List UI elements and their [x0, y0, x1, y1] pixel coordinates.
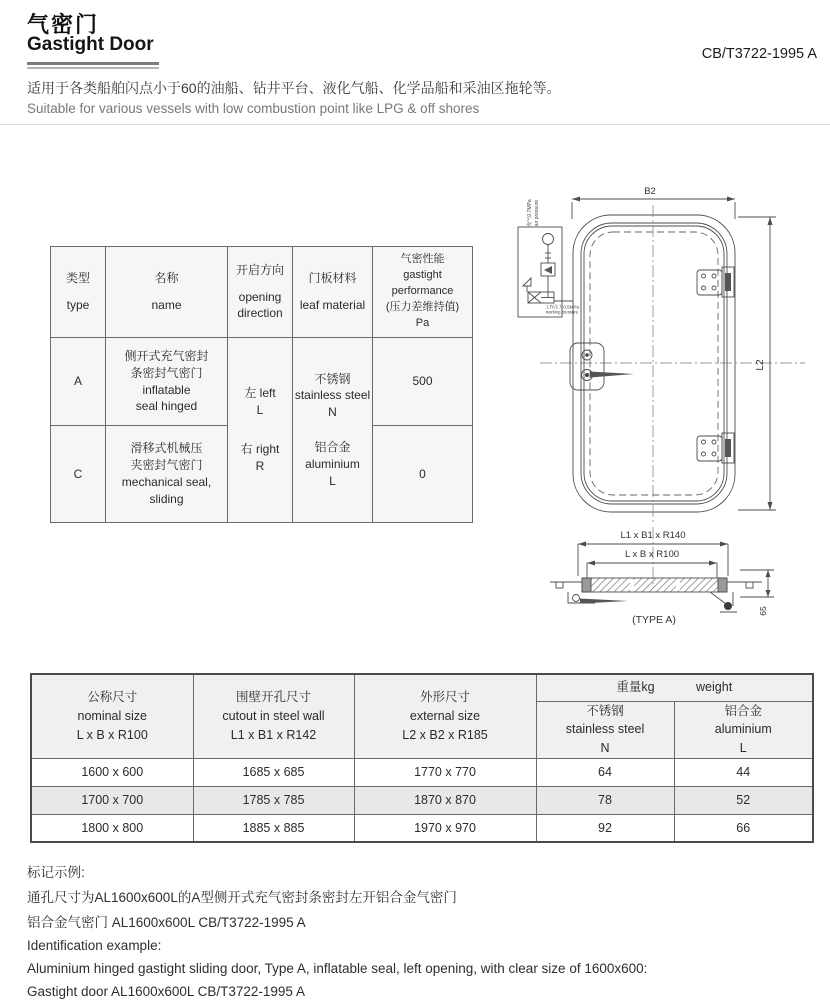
dims-header-weight: [536, 674, 813, 701]
table-row: [31, 786, 813, 814]
header-material-en: leaf material: [299, 298, 366, 312]
dim-l2-label: L2: [755, 359, 766, 371]
handle-icon: [570, 343, 634, 390]
header-direction-en1: opening: [238, 289, 282, 304]
performance-a-cell: [373, 338, 473, 426]
title-underline: [27, 62, 159, 65]
external-en: external size: [409, 709, 481, 723]
type-a-cell: [51, 338, 106, 426]
nominal-zh: 公称尺寸: [87, 690, 138, 705]
hinge-top-icon: [697, 267, 734, 297]
spec-header-row: [51, 247, 473, 338]
example-line2-zh: 铝合金气密门 AL1600x600L CB/T3722-1995 A: [27, 915, 306, 930]
header-perf-en1: gastight: [403, 269, 442, 282]
description-en: Suitable for various vessels with low combustion point like LPG & off shores: [27, 101, 480, 116]
header-name-en: name: [151, 298, 182, 312]
standard-code: CB/T3722-1995 A: [701, 46, 817, 62]
performance-a-value: 500: [412, 374, 433, 389]
dimension-l2: [738, 217, 776, 510]
cutout-formula: L1 x B1 x R142: [230, 727, 317, 742]
name-c-zh1: 滑移式机械压: [130, 441, 203, 456]
section-dog-icon: [568, 592, 628, 604]
description-zh: 适用于各类船舶闪点小于60的油船、钻井平台、液化气船、化学品船和采油区拖轮等。: [27, 80, 561, 96]
nominal-value: 1600 x 600: [31, 758, 193, 786]
name-a-en1: inflatable: [142, 382, 191, 397]
example-label-zh: 标记示例:: [27, 865, 85, 880]
name-a-zh1: 侧开式充气密封: [124, 348, 209, 363]
dims-header-aluminium: [674, 701, 813, 758]
material-cell: [293, 338, 373, 523]
spec-header-material: [293, 247, 373, 338]
spec-table: [50, 246, 473, 523]
al-code: L: [739, 741, 747, 755]
working-pressure-label-zh: 工作压力0.5MPa: [544, 304, 580, 310]
al-zh: 铝合金: [724, 703, 763, 718]
material-option-stainless: [295, 371, 370, 421]
example-line2-en: Gastight door AL1600x600L CB/T3722-1995 A: [27, 984, 305, 999]
name-c-en1: mechanical seal,: [121, 475, 212, 489]
ss-code: N: [600, 741, 610, 755]
weight-en: weight: [696, 680, 733, 695]
dim-outer-label: L1 x B1 x R140: [620, 530, 686, 541]
dim-depth-label: 65: [758, 606, 768, 616]
name-c-zh2: 夹密封气密门: [130, 458, 203, 473]
material-option-aluminium: [305, 439, 360, 489]
page-title-en: Gastight Door: [27, 34, 154, 55]
example-label-en: Identification example:: [27, 938, 162, 953]
header-perf-zh: 气密性能: [400, 253, 445, 266]
header-type-zh: 类型: [65, 271, 90, 286]
ss-zh: 不锈钢: [586, 703, 624, 718]
performance-c-value: 0: [419, 466, 426, 481]
external-zh: 外形尺寸: [419, 690, 470, 705]
cutout-zh: 围壁开孔尺寸: [235, 690, 311, 705]
technical-drawing: [500, 175, 830, 645]
type-a-value: A: [73, 374, 82, 389]
example-line1-en: Aluminium hinged gastight sliding door, Type A, inflatable seal, left opening, with clear size of 1600x600:: [27, 961, 648, 976]
section-caption: (TYPE A): [632, 614, 676, 626]
hinge-bottom-icon: [697, 433, 734, 463]
dims-header-row1: [31, 674, 813, 701]
direction-cell: [228, 338, 293, 523]
ss-weight-value: 92: [536, 814, 674, 842]
ss-en: stainless steel: [565, 722, 645, 737]
dimension-table: [30, 673, 814, 843]
al-weight-value: 44: [674, 758, 813, 786]
name-c-en2: sliding: [149, 491, 184, 506]
al-weight-value: 66: [674, 814, 813, 842]
material-ss-zh: 不锈钢: [314, 371, 351, 386]
name-a-cell: [106, 338, 228, 426]
page-title-zh: 气密门: [27, 12, 100, 37]
header-direction-en2: direction: [237, 306, 283, 321]
name-c-cell: [106, 426, 228, 523]
external-value: 1770 x 770: [354, 758, 536, 786]
table-row: [31, 814, 813, 842]
header-material-zh: 门板材料: [308, 271, 357, 286]
cutout-value: 1785 x 785: [193, 786, 354, 814]
dims-header-stainless: [536, 701, 674, 758]
dims-header-cutout: [193, 674, 354, 758]
external-formula: L2 x B2 x R185: [402, 727, 488, 742]
title-underline-light: [27, 67, 159, 69]
nominal-value: 1700 x 700: [31, 786, 193, 814]
nominal-formula: L x B x R100: [76, 727, 148, 742]
header-name-zh: 名称: [154, 271, 179, 286]
spec-header-name: [106, 247, 228, 338]
weight-zh: 重量kg: [616, 680, 655, 695]
nominal-value: 1800 x 800: [31, 814, 193, 842]
dim-inner-label: L x B x R100: [624, 549, 680, 560]
spec-row-a: [51, 338, 473, 426]
type-c-value: C: [73, 466, 83, 481]
direction-left-code: L: [256, 403, 264, 418]
header-perf-en2: performance: [391, 285, 454, 298]
name-a-zh2: 条密封气密门: [130, 365, 203, 380]
section-divider: [0, 124, 830, 125]
dimension-65: [740, 570, 774, 616]
type-c-cell: [51, 426, 106, 523]
direction-option-right: [241, 441, 280, 475]
material-ss-code: N: [328, 405, 337, 420]
air-pressure-label-zh: 充气0.7MPa: [527, 199, 533, 227]
cutout-value: 1685 x 685: [193, 758, 354, 786]
example-line1-zh: 通孔尺寸为AL1600x600L的A型侧开式充气密封条密封左开铝合金气密门: [27, 890, 457, 905]
header-direction-zh: 开启方向: [235, 262, 284, 277]
al-en: aluminium: [714, 722, 772, 737]
performance-c-cell: [373, 426, 473, 523]
direction-option-left: [244, 385, 275, 419]
table-row: [31, 758, 813, 786]
cutout-en: cutout in steel wall: [222, 709, 325, 723]
dim-b2-label: B2: [644, 186, 656, 197]
cutout-value: 1885 x 885: [193, 814, 354, 842]
direction-right-code: R: [255, 458, 265, 473]
external-value: 1870 x 870: [354, 786, 536, 814]
dimension-b2: [572, 186, 735, 219]
ss-weight-value: 78: [536, 786, 674, 814]
header-perf-unit: Pa: [415, 316, 430, 329]
nominal-en: nominal size: [77, 709, 147, 723]
spec-header-performance: [373, 247, 473, 338]
name-a-en2: seal hinged: [135, 399, 198, 414]
material-ss-en: stainless steel: [294, 388, 371, 403]
material-al-zh: 铝合金: [314, 440, 351, 454]
header-perf-note: (压力差维持值): [385, 300, 460, 313]
section-hinge-pivot-icon: [710, 592, 737, 612]
spec-header-direction: [228, 247, 293, 338]
spec-header-type: [51, 247, 106, 338]
material-al-code: L: [329, 473, 336, 488]
working-pressure-label-en: working pressure: [546, 309, 578, 315]
pneumatic-schematic: [518, 199, 580, 317]
dims-header-external: [354, 674, 536, 758]
external-value: 1970 x 970: [354, 814, 536, 842]
ss-weight-value: 64: [536, 758, 674, 786]
direction-left-label: 左 left: [244, 386, 276, 401]
al-weight-value: 52: [674, 786, 813, 814]
dims-header-nominal: [31, 674, 193, 758]
direction-right-label: 右 right: [240, 442, 280, 456]
air-pressure-label-en: air pressure: [534, 199, 540, 227]
material-al-en: aluminium: [305, 456, 360, 471]
door-section: [550, 527, 774, 626]
header-type-en: type: [66, 298, 90, 312]
